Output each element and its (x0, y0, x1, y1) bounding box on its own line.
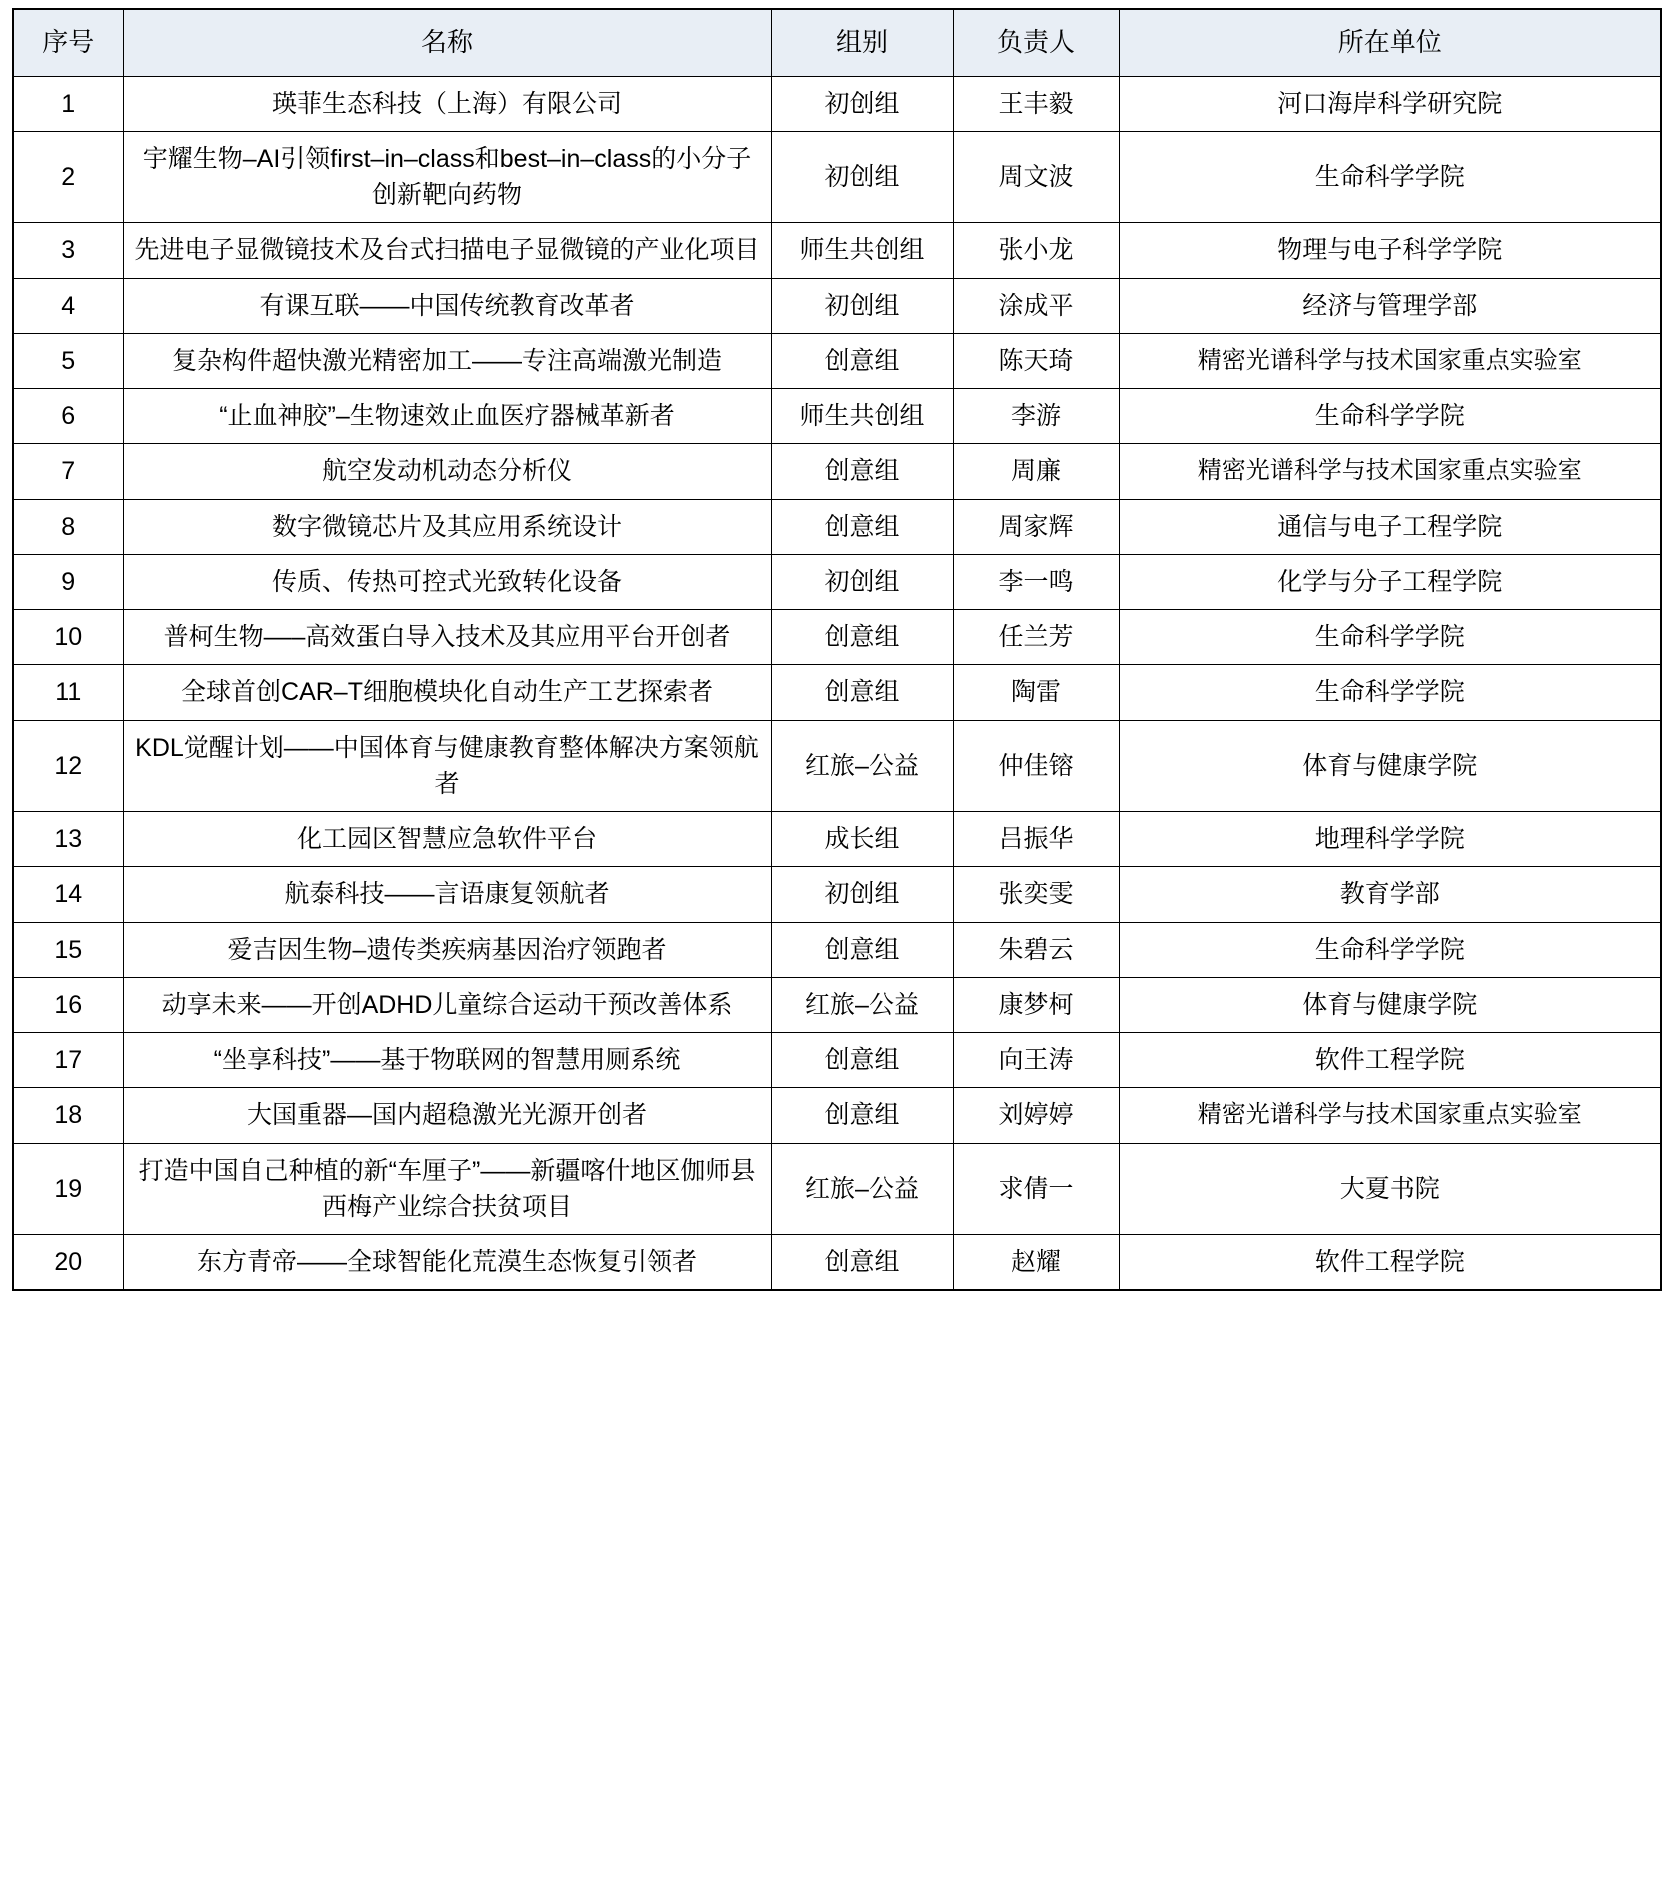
cell-unit: 化学与分子工程学院 (1119, 554, 1661, 609)
cell-owner: 康梦柯 (953, 977, 1119, 1032)
cell-group: 创意组 (771, 333, 953, 388)
cell-index: 18 (13, 1088, 123, 1143)
cell-index: 9 (13, 554, 123, 609)
cell-group: 创意组 (771, 499, 953, 554)
cell-group: 创意组 (771, 1088, 953, 1143)
cell-group: 红旅–公益 (771, 720, 953, 812)
cell-unit: 教育学部 (1119, 867, 1661, 922)
cell-owner: 陈天琦 (953, 333, 1119, 388)
cell-unit: 经济与管理学部 (1119, 278, 1661, 333)
cell-owner: 李一鸣 (953, 554, 1119, 609)
cell-group: 创意组 (771, 610, 953, 665)
cell-group: 红旅–公益 (771, 1143, 953, 1235)
cell-name: 爱吉因生物–遗传类疾病基因治疗领跑者 (123, 922, 771, 977)
cell-name: 数字微镜芯片及其应用系统设计 (123, 499, 771, 554)
table-row (13, 1088, 1661, 1143)
cell-owner: 吕振华 (953, 812, 1119, 867)
cell-unit: 软件工程学院 (1119, 1033, 1661, 1088)
table-row (13, 499, 1661, 554)
cell-index: 3 (13, 223, 123, 278)
table-header-row (13, 9, 1661, 76)
cell-index: 15 (13, 922, 123, 977)
cell-owner: 求倩一 (953, 1143, 1119, 1235)
table-row (13, 610, 1661, 665)
table-row (13, 812, 1661, 867)
cell-unit: 精密光谱科学与技术国家重点实验室 (1119, 1088, 1661, 1143)
cell-owner: 仲佳镕 (953, 720, 1119, 812)
cell-unit: 生命科学学院 (1119, 131, 1661, 223)
cell-name: 先进电子显微镜技术及台式扫描电子显微镜的产业化项目 (123, 223, 771, 278)
column-header-unit: 所在单位 (1119, 9, 1661, 76)
cell-name: 动享未来——开创ADHD儿童综合运动干预改善体系 (123, 977, 771, 1032)
cell-owner: 刘婷婷 (953, 1088, 1119, 1143)
cell-group: 创意组 (771, 1235, 953, 1291)
cell-owner: 周文波 (953, 131, 1119, 223)
cell-name: KDL觉醒计划——中国体育与健康教育整体解决方案领航者 (123, 720, 771, 812)
cell-index: 16 (13, 977, 123, 1032)
cell-index: 14 (13, 867, 123, 922)
cell-group: 师生共创组 (771, 223, 953, 278)
column-header-owner: 负责人 (953, 9, 1119, 76)
cell-index: 6 (13, 389, 123, 444)
cell-owner: 张小龙 (953, 223, 1119, 278)
table-row (13, 1235, 1661, 1291)
cell-owner: 赵耀 (953, 1235, 1119, 1291)
cell-group: 师生共创组 (771, 389, 953, 444)
table-row (13, 131, 1661, 223)
cell-group: 初创组 (771, 554, 953, 609)
column-header-index: 序号 (13, 9, 123, 76)
cell-group: 创意组 (771, 665, 953, 720)
cell-owner: 涂成平 (953, 278, 1119, 333)
cell-owner: 陶雷 (953, 665, 1119, 720)
cell-name: “坐享科技”——基于物联网的智慧用厕系统 (123, 1033, 771, 1088)
cell-name: “止血神胶”–生物速效止血医疗器械革新者 (123, 389, 771, 444)
table-row (13, 444, 1661, 499)
cell-index: 2 (13, 131, 123, 223)
cell-unit: 体育与健康学院 (1119, 977, 1661, 1032)
table-row (13, 867, 1661, 922)
cell-group: 初创组 (771, 278, 953, 333)
cell-unit: 大夏书院 (1119, 1143, 1661, 1235)
cell-name: 航空发动机动态分析仪 (123, 444, 771, 499)
cell-owner: 周廉 (953, 444, 1119, 499)
cell-name: 化工园区智慧应急软件平台 (123, 812, 771, 867)
cell-name: 航泰科技——言语康复领航者 (123, 867, 771, 922)
cell-owner: 任兰芳 (953, 610, 1119, 665)
cell-group: 创意组 (771, 922, 953, 977)
cell-owner: 向王涛 (953, 1033, 1119, 1088)
cell-name: 宇耀生物–AI引领first–in–class和best–in–class的小分子创新靶向药物 (123, 131, 771, 223)
cell-unit: 生命科学学院 (1119, 922, 1661, 977)
cell-unit: 体育与健康学院 (1119, 720, 1661, 812)
table-row (13, 1033, 1661, 1088)
table-row (13, 278, 1661, 333)
cell-index: 12 (13, 720, 123, 812)
cell-owner: 李游 (953, 389, 1119, 444)
table-row (13, 720, 1661, 812)
cell-name: 普柯生物–––高效蛋白导入技术及其应用平台开创者 (123, 610, 771, 665)
cell-name: 有课互联——中国传统教育改革者 (123, 278, 771, 333)
cell-unit: 物理与电子科学学院 (1119, 223, 1661, 278)
cell-unit: 精密光谱科学与技术国家重点实验室 (1119, 333, 1661, 388)
cell-index: 20 (13, 1235, 123, 1291)
cell-owner: 周家辉 (953, 499, 1119, 554)
table-row (13, 922, 1661, 977)
cell-group: 创意组 (771, 444, 953, 499)
table-row (13, 76, 1661, 131)
cell-owner: 朱碧云 (953, 922, 1119, 977)
project-table (12, 8, 1662, 1291)
cell-group: 初创组 (771, 867, 953, 922)
cell-unit: 地理科学学院 (1119, 812, 1661, 867)
cell-unit: 通信与电子工程学院 (1119, 499, 1661, 554)
cell-index: 11 (13, 665, 123, 720)
cell-group: 成长组 (771, 812, 953, 867)
cell-unit: 生命科学学院 (1119, 389, 1661, 444)
cell-index: 13 (13, 812, 123, 867)
table-row (13, 389, 1661, 444)
cell-group: 创意组 (771, 1033, 953, 1088)
table-row (13, 665, 1661, 720)
cell-index: 10 (13, 610, 123, 665)
column-header-group: 组别 (771, 9, 953, 76)
table-header (13, 9, 1661, 76)
cell-unit: 精密光谱科学与技术国家重点实验室 (1119, 444, 1661, 499)
table-row (13, 1143, 1661, 1235)
cell-group: 红旅–公益 (771, 977, 953, 1032)
cell-unit: 软件工程学院 (1119, 1235, 1661, 1291)
cell-index: 8 (13, 499, 123, 554)
cell-index: 5 (13, 333, 123, 388)
cell-name: 复杂构件超快激光精密加工——专注高端激光制造 (123, 333, 771, 388)
cell-name: 东方青帝——全球智能化荒漠生态恢复引领者 (123, 1235, 771, 1291)
cell-group: 初创组 (771, 76, 953, 131)
cell-name: 瑛菲生态科技（上海）有限公司 (123, 76, 771, 131)
cell-name: 传质、传热可控式光致转化设备 (123, 554, 771, 609)
cell-unit: 生命科学学院 (1119, 665, 1661, 720)
column-header-name: 名称 (123, 9, 771, 76)
cell-unit: 河口海岸科学研究院 (1119, 76, 1661, 131)
cell-name: 打造中国自己种植的新“车厘子”——新疆喀什地区伽师县西梅产业综合扶贫项目 (123, 1143, 771, 1235)
table-row (13, 977, 1661, 1032)
cell-index: 19 (13, 1143, 123, 1235)
table-row (13, 223, 1661, 278)
cell-name: 全球首创CAR–T细胞模块化自动生产工艺探索者 (123, 665, 771, 720)
cell-index: 4 (13, 278, 123, 333)
cell-index: 17 (13, 1033, 123, 1088)
cell-unit: 生命科学学院 (1119, 610, 1661, 665)
cell-owner: 张奕雯 (953, 867, 1119, 922)
cell-index: 7 (13, 444, 123, 499)
cell-owner: 王丰毅 (953, 76, 1119, 131)
cell-name: 大国重器—国内超稳激光光源开创者 (123, 1088, 771, 1143)
cell-index: 1 (13, 76, 123, 131)
table-row (13, 333, 1661, 388)
cell-group: 初创组 (771, 131, 953, 223)
table-body (13, 76, 1661, 1290)
table-row (13, 554, 1661, 609)
